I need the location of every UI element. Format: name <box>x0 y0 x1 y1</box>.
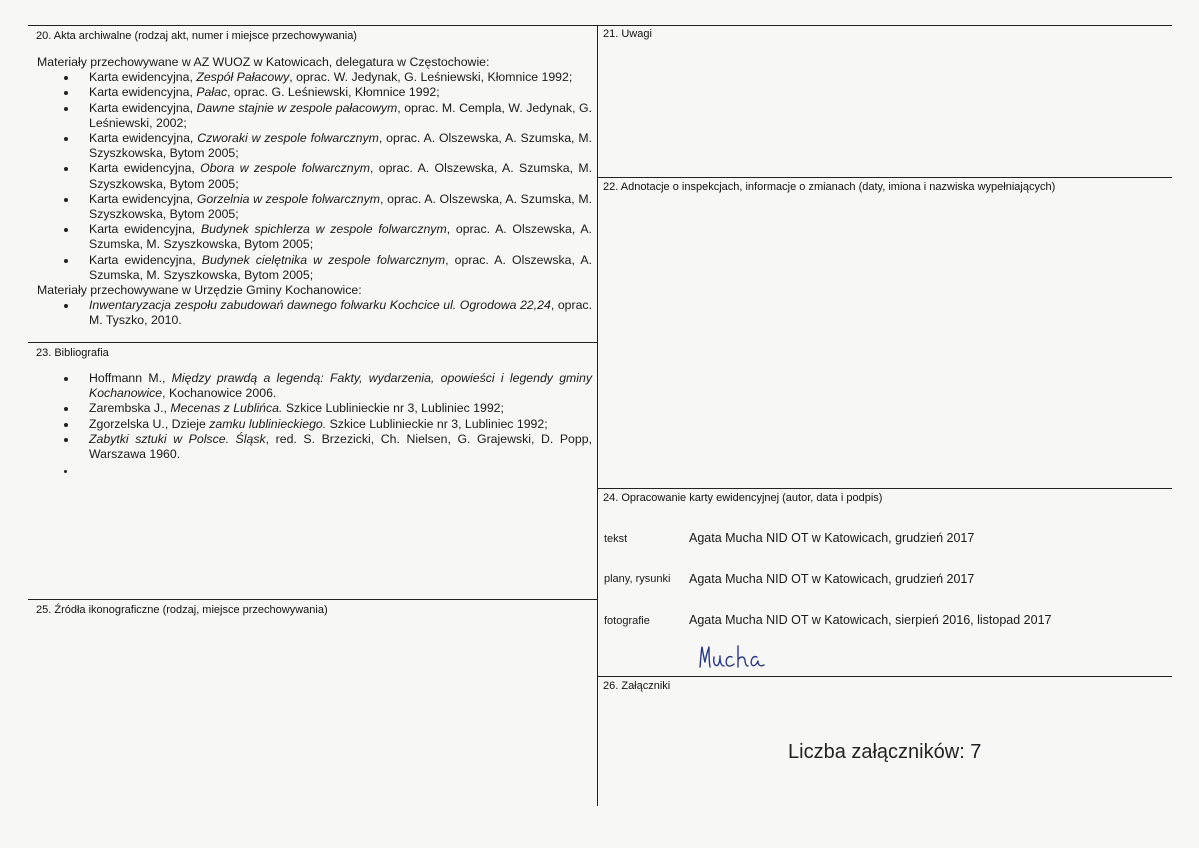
divider-21-22 <box>597 177 1172 178</box>
list-item <box>37 253 592 283</box>
row-plany-value: Agata Mucha NID OT w Katowicach, grudzień 2017 <box>689 572 975 586</box>
item-title: Mecenas z Lublińca. <box>170 401 283 416</box>
section-20-content <box>37 55 592 329</box>
item-text: , oprac. A. Olszewska, A. Szumska, M. Szyszkowska, Bytom 2005; <box>89 252 592 282</box>
item-text: Karta ewidencyjna, <box>89 131 198 146</box>
list-item <box>37 401 592 416</box>
section-20-label: 20. Akta archiwalne (rodzaj akt, numer i miejsce przechowywania) <box>36 30 357 42</box>
top-border <box>28 25 1172 26</box>
section-24-label: 24. Opracowanie karty ewidencyjnej (autor, data i podpis) <box>603 492 883 504</box>
row-fotografie-label: fotografie <box>604 615 650 627</box>
list-item <box>37 70 592 85</box>
item-text: Karta ewidencyjna, <box>89 222 201 237</box>
list-item <box>37 101 592 131</box>
item-text: , oprac. M. Tyszko, 2010. <box>89 298 592 328</box>
item-text: , oprac. M. Cempla, W. Jedynak, G. Leśniewski, 2002; <box>89 100 592 130</box>
list-item <box>37 131 592 161</box>
item-text: , oprac. A. Olszewska, A. Szumska, M. Szyszkowska, Bytom 2005; <box>89 191 592 222</box>
row-plany-label: plany, rysunki <box>604 573 671 585</box>
item-text: , red. S. Brzezicki, Ch. Nielsen, G. Grajewski, D. Popp, Warszawa 1960. <box>89 431 592 462</box>
section-20-list-2 <box>37 298 592 328</box>
item-text: Karta ewidencyjna, <box>89 100 197 115</box>
divider-24-26 <box>597 676 1172 677</box>
item-title: Budynek spichlerza w zespole folwarcznym <box>200 222 447 237</box>
item-text: , oprac. G. Leśniewski, Kłomnice 1992; <box>227 85 440 100</box>
list-item <box>37 298 592 328</box>
item-text: Karta ewidencyjna, <box>89 161 201 176</box>
section-20-intro-2: Materiały przechowywane w Urzędzie Gminy Kochanowice: <box>37 283 362 298</box>
list-item <box>37 371 592 401</box>
item-title: Inwentaryzacja zespołu zabudowań dawnego folwarku Kochcice ul. Ogrodowa 22,24 <box>89 298 551 313</box>
item-text: Hoffmann M., <box>89 371 172 385</box>
item-text: Szkice Lublinieckie nr 3, Lubliniec 1992; <box>282 401 504 416</box>
item-title: Obora w zespole folwarcznym <box>200 161 370 176</box>
list-item <box>37 161 592 191</box>
list-item <box>37 192 592 222</box>
row-tekst-label: tekst <box>604 533 628 545</box>
item-text: Szkice Lublinieckie nr 3, Lubliniec 1992; <box>326 416 548 431</box>
section-20-list-1 <box>37 70 592 283</box>
item-text: , oprac. W. Jedynak, G. Leśniewski, Kłomnice 1992; <box>289 70 573 85</box>
item-text: Karta ewidencyjna, <box>89 85 197 100</box>
handwritten-signature <box>697 642 767 672</box>
section-26-label: 26. Załączniki <box>603 680 671 692</box>
item-title: Między prawdą a legendą: Fakty, wydarzenia, opowieści i legendy gminy Kochanowice <box>89 371 593 401</box>
item-title: Gorzelnia w zespole folwarcznym <box>196 191 381 206</box>
item-text: Zarembska J., <box>89 401 171 416</box>
item-title: Budynek cielętnika w zespole folwarcznym <box>201 252 446 267</box>
item-title: Czworaki w zespole folwarcznym <box>197 131 379 146</box>
section-23-label: 23. Bibliografia <box>36 347 109 359</box>
list-item <box>37 432 592 462</box>
center-divider <box>597 25 598 806</box>
item-text: Zgorzelska U., Dzieje <box>89 416 210 431</box>
item-title: Pałac <box>196 85 228 100</box>
item-title: Zabytki sztuki w Polsce. Śląsk <box>89 431 266 446</box>
section-21-label: 21. Uwagi <box>603 28 652 40</box>
divider-23-25 <box>28 599 597 600</box>
item-text: Karta ewidencyjna, <box>89 191 197 206</box>
list-item <box>37 222 592 252</box>
section-22-label: 22. Adnotacje o inspekcjach, informacje o zmianach (daty, imiona i nazwiska wypełniających) <box>603 181 1056 193</box>
item-text: , oprac. A. Olszewska, A. Szumska, M. Szyszkowska, Bytom 2005; <box>89 131 592 161</box>
item-text: , oprac. A. Olszewska, A. Szumska, M. Szyszkowska, Bytom 2005; <box>89 222 592 252</box>
row-tekst-value: Agata Mucha NID OT w Katowicach, grudzień 2017 <box>689 531 975 545</box>
section-23-content <box>37 371 592 477</box>
item-title: Zespół Pałacowy <box>196 70 290 85</box>
list-item <box>37 417 592 432</box>
item-title: zamku lublinieckiego. <box>209 416 327 431</box>
item-text: Karta ewidencyjna, <box>89 252 202 267</box>
divider-22-24 <box>597 488 1172 489</box>
item-title: Dawne stajnie w zespole pałacowym <box>196 100 398 115</box>
item-text: , oprac. A. Olszewska, A. Szumska, M. Szyszkowska, Bytom 2005; <box>89 161 592 191</box>
item-text: , Kochanowice 2006. <box>162 386 277 401</box>
bibliography-list <box>37 371 592 477</box>
item-text: Karta ewidencyjna, <box>89 70 197 85</box>
attachments-count: Liczba załączników: 7 <box>788 741 982 763</box>
divider-20-23 <box>28 342 597 343</box>
list-item <box>37 85 592 100</box>
row-fotografie-value: Agata Mucha NID OT w Katowicach, sierpień 2016, listopad 2017 <box>689 613 1052 627</box>
section-25-label: 25. Źródła ikonograficzne (rodzaj, miejsce przechowywania) <box>36 604 328 616</box>
section-20-intro-1: Materiały przechowywane w AZ WUOZ w Katowicach, delegatura w Częstochowie: <box>37 55 490 69</box>
empty-list-item <box>37 462 592 477</box>
